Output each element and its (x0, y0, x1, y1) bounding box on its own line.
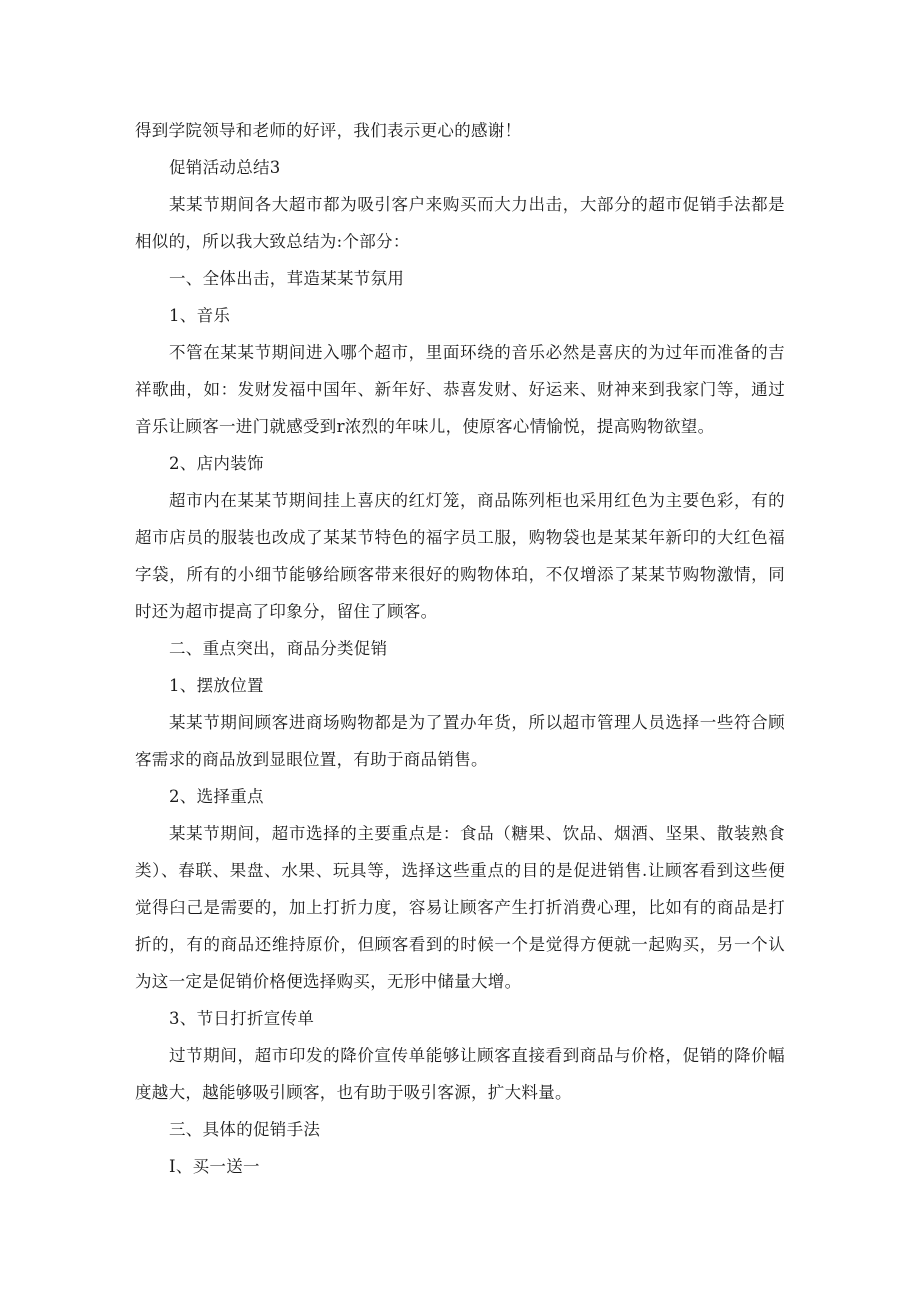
paragraph-music: 不管在某某节期间进入哪个超市，里面环绕的音乐必然是喜庆的为过年而准备的吉祥歌曲，如：发财发福中国年、新年好、恭喜发财、好运来、财神来到我家门等，通过音乐让顾客一进门就感受到r浓烈的年味儿，使原客心情愉悦，提高购物欲望。 (135, 343, 785, 436)
heading-part-one: 一、全体出击，茸造某某节氛用 (169, 269, 405, 288)
subheading-music: 1、音乐 (169, 306, 231, 325)
subheading-flyer: 3、节日打折宣传单 (169, 1009, 315, 1028)
heading-part-two: 二、重点突出，商品分类促销 (169, 639, 388, 658)
paragraph-focus: 某某节期间，超市选择的主要重点是：食品（糖果、饮品、烟酒、坚果、散装熟食类）、春联、果盘、水果、玩具等，选择这些重点的目的是促进销售.让顾客看到这些便觉得臼己是需要的，加上打折力度，容易让顾客产生打折消费心理，比如有的商品是打折的，有的商品还维持原价，但顾客看到的时候一个是觉得方便就一起购买，另一个认为这一定是促销价格便选择购买，无形中储量大增。 (135, 824, 785, 991)
subheading-buy-one-get-one: I、买一送一 (169, 1157, 260, 1176)
paragraph-intro: 某某节期间各大超市都为吸引客户来购买而大力出击，大部分的超市促销手法都是相似的，所以我大致总结为:个部分： (135, 195, 785, 251)
paragraph-decoration: 超市内在某某节期间挂上喜庆的红灯笼，商品陈列柜也采用红色为主要色彩，有的超市店员的服装也改成了某某节特色的福字员工服，购物袋也是某某年新印的大红色福字袋，所有的小细节能够给顾客带来很好的购物体珀，不仅增添了某某节购物激情，同时还为超市提高了印象分，留住了顾客。 (135, 491, 785, 621)
subheading-placement: 1、摆放位置 (169, 676, 264, 695)
document-body (135, 112, 785, 1185)
paragraph-continuation: 得到学院领导和老师的好评，我们表示更心的感谢！ (135, 121, 522, 140)
paragraph-flyer: 过节期间，超市印发的降价宣传单能够让顾客直接看到商品与价格，促销的降价幅度越大，越能够吸引顾客，也有助于吸引客源，扩大料量。 (135, 1046, 785, 1102)
section-title: 促销活动总结3 (169, 158, 281, 177)
subheading-decoration: 2、店内装饰 (169, 454, 264, 473)
paragraph-placement: 某某节期间顾客进商场购物都是为了置办年货，所以超市管理人员选择一些符合顾客需求的商品放到显眼位置，有助于商品销售。 (135, 713, 785, 769)
heading-part-three: 三、具体的促销手法 (169, 1120, 321, 1139)
subheading-focus: 2、选择重点 (169, 787, 264, 806)
